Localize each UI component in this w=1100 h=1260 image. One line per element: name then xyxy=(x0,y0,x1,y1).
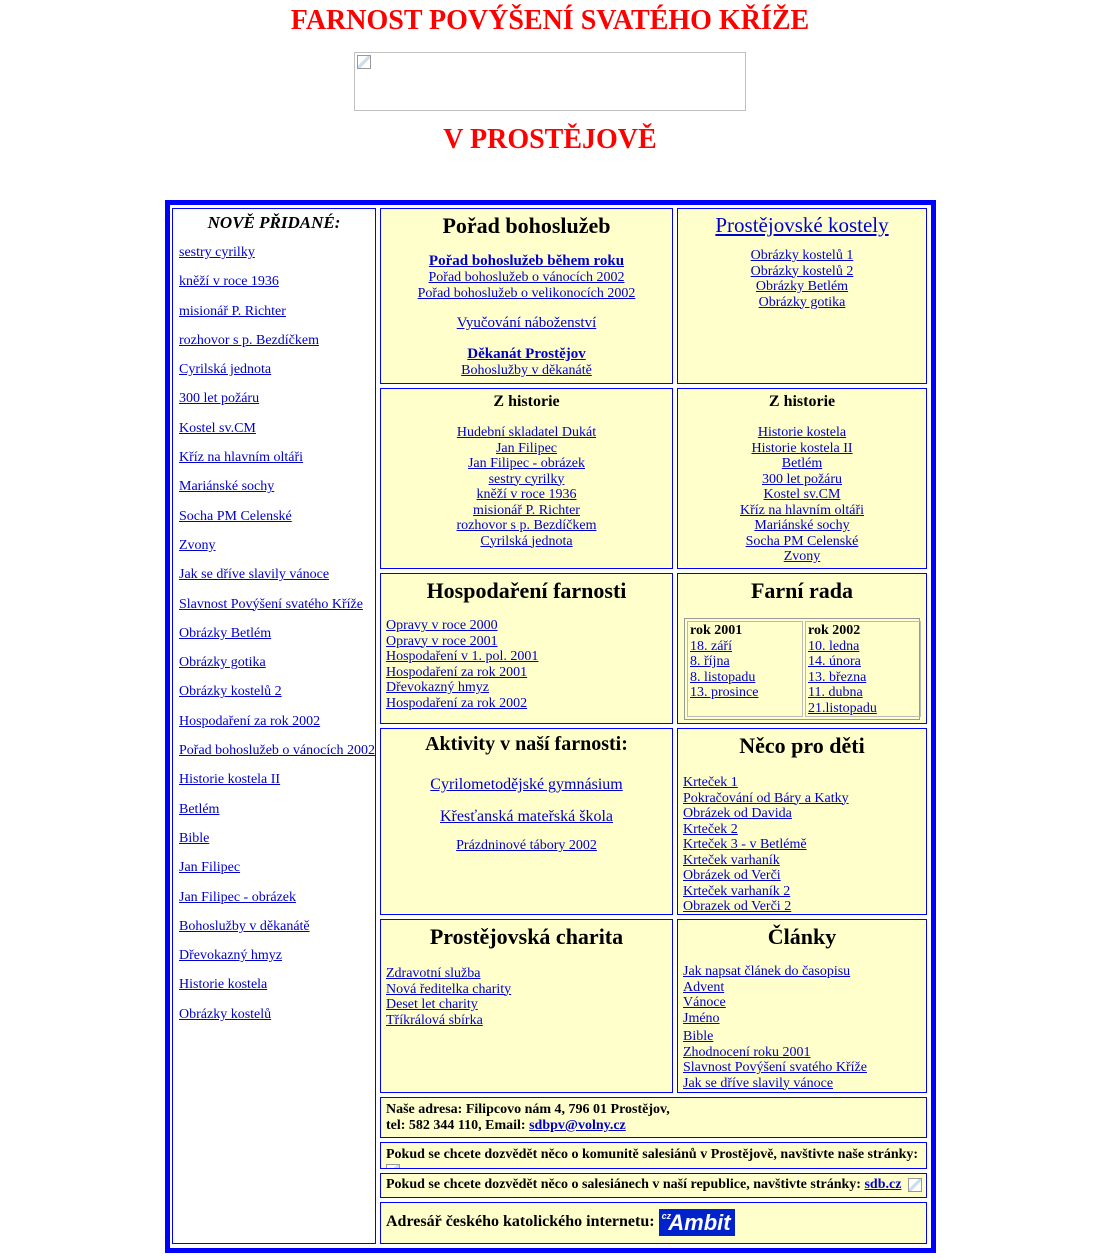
council-2001-link[interactable]: 18. září xyxy=(690,638,732,654)
services-links xyxy=(381,270,672,301)
history-right-link[interactable]: Historie kostela II xyxy=(751,440,853,456)
kids-links xyxy=(683,775,926,915)
religion-link[interactable]: Vyučování náboženství xyxy=(456,315,597,331)
history-right-links xyxy=(678,425,926,565)
history-left-link[interactable]: Cyrilská jednota xyxy=(480,533,573,549)
sidebar-item-link[interactable]: Kostel sv.CM xyxy=(179,420,256,436)
economy-link[interactable]: Opravy v roce 2001 xyxy=(386,633,498,649)
articles-link[interactable]: Advent xyxy=(683,979,725,995)
economy-box xyxy=(380,573,673,724)
kids-heading: Něco pro děti xyxy=(739,733,865,758)
sidebar-item-link[interactable]: sestry cyrilky xyxy=(179,245,255,260)
sidebar-item-link[interactable]: Historie kostela xyxy=(179,977,268,993)
economy-link[interactable]: Opravy v roce 2000 xyxy=(386,618,498,633)
economy-link[interactable]: Hospodaření za rok 2001 xyxy=(386,664,528,680)
history-right-link[interactable]: Betlém xyxy=(781,456,823,471)
articles-link[interactable]: Slavnost Povýšení svatého Kříže xyxy=(683,1060,867,1075)
council-2002-link[interactable]: 21.listopadu xyxy=(808,700,877,716)
sidebar-item-link[interactable]: Dřevokazný hmyz xyxy=(179,948,283,964)
charity-link[interactable]: Nová ředitelka charity xyxy=(386,981,512,997)
economy-link[interactable]: Dřevokazný hmyz xyxy=(386,680,490,695)
articles-link[interactable]: Zhodnocení roku 2001 xyxy=(683,1044,811,1060)
articles-box xyxy=(677,919,927,1093)
charity-link[interactable]: Tříkrálová sbírka xyxy=(386,1012,483,1028)
sidebar-item-link[interactable]: Obrázky gotika xyxy=(179,655,266,671)
page-title: FARNOST POVÝŠENÍ SVATÉHO KŘÍŽE xyxy=(290,5,810,36)
sidebar-item-link[interactable]: Jan Filipec xyxy=(179,860,241,876)
deanery-link[interactable]: Děkanát Prostějov xyxy=(467,346,586,362)
history-left-link[interactable]: kněží v roce 1936 xyxy=(476,487,577,502)
sidebar-item-link[interactable]: Betlém xyxy=(179,801,220,817)
history-right-link[interactable]: Kostel sv.CM xyxy=(763,487,841,502)
sidebar-item-link[interactable]: Socha PM Celenské xyxy=(179,508,292,524)
council-col1-links xyxy=(690,639,800,701)
salesians-local-text: Pokud se chcete dozvědět něco o komunitě salesiánů v Prostějově, navštivte naše stránky: xyxy=(386,1147,919,1162)
history-heading-right: Z historie xyxy=(768,393,836,410)
charity-heading: Prostějovská charita xyxy=(429,924,624,949)
kids-link[interactable]: Obrazek od Verči 2 xyxy=(683,899,792,914)
sidebar-item-link[interactable]: Historie kostela II xyxy=(179,772,281,788)
phone-text: tel: 582 344 110, Email: xyxy=(386,1118,530,1133)
kids-link[interactable]: Krteček varhaník xyxy=(683,852,780,868)
sidebar-item-link[interactable]: Obrázky Betlém xyxy=(179,625,272,641)
council-2002-link[interactable]: 10. ledna xyxy=(808,638,860,654)
council-col-2002 xyxy=(805,621,921,717)
sidebar-item-link[interactable]: Pořad bohoslužeb o vánocích 2002 xyxy=(179,743,375,759)
sidebar-item-link[interactable]: Cyrilská jednota xyxy=(179,362,272,378)
activities-box xyxy=(380,728,673,915)
salesians-cz-text: Pokud se chcete dozvědět něco o salesiánech v naší republice, navštivte stránky: xyxy=(386,1177,865,1192)
services-box xyxy=(380,208,673,384)
address-line: Naše adresa: Filipcovo nám 4, 796 01 Prostějov, xyxy=(386,1102,670,1117)
articles-link[interactable]: Jak napsat článek do časopisu xyxy=(683,964,851,979)
sidebar-item-link[interactable]: Jak se dříve slavily vánoce xyxy=(179,567,330,583)
history-right-link[interactable]: Kříz na hlavním oltáři xyxy=(739,502,865,518)
sidebar-item-link[interactable]: Obrázky kostelů 2 xyxy=(179,684,282,700)
sidebar-item-link[interactable]: kněží v roce 1936 xyxy=(179,274,279,290)
history-right-link[interactable]: Historie kostela xyxy=(757,425,847,440)
council-col-2001 xyxy=(687,621,803,717)
churches-heading-link[interactable]: Prostějovské kostely xyxy=(715,213,889,237)
council-2001-link[interactable]: 8. října xyxy=(690,654,730,669)
kids-link[interactable]: Krteček 3 - v Betlémě xyxy=(683,837,807,852)
economy-heading: Hospodaření farnosti xyxy=(426,578,627,603)
council-2001-link[interactable]: 8. listopadu xyxy=(690,669,756,685)
history-heading-left: Z historie xyxy=(493,393,560,410)
sidebar-item-link[interactable]: Hospodaření za rok 2002 xyxy=(179,713,321,729)
kids-link[interactable]: Krteček 1 xyxy=(683,775,738,790)
broken-image-icon xyxy=(357,55,371,69)
deanery-services-link[interactable]: Bohoslužby v děkanátě xyxy=(461,363,592,378)
history-left-link[interactable]: rozhovor s p. Bezdíčkem xyxy=(456,518,597,533)
sidebar-item-link[interactable]: rozhovor s p. Bezdíčkem xyxy=(179,332,319,348)
kids-link[interactable]: Pokračování od Báry a Katky xyxy=(683,790,849,806)
council-table xyxy=(684,618,920,720)
council-heading: Farní rada xyxy=(750,578,854,603)
salesians-local-image-link[interactable] xyxy=(386,1164,400,1169)
council-box xyxy=(677,573,927,724)
sidebar-heading: NOVĚ PŘIDANÉ: xyxy=(207,213,341,232)
history-left-link[interactable]: Jan Filipec - obrázek xyxy=(467,456,585,471)
economy-link[interactable]: Hospodaření v 1. pol. 2001 xyxy=(386,649,539,664)
directory-text: Adresář českého katolického internetu: xyxy=(386,1213,655,1231)
sidebar-item-link[interactable]: 300 let požáru xyxy=(179,391,260,407)
new-items-sidebar xyxy=(172,208,376,1244)
gymnasium-link[interactable]: Cyrilometodějské gymnásium xyxy=(430,776,623,793)
kids-link[interactable]: Obrázek od Davida xyxy=(683,806,792,821)
services-link[interactable]: Pořad bohoslužeb o vánocích 2002 xyxy=(428,270,625,285)
sidebar-item-link[interactable]: misionář P. Richter xyxy=(179,303,286,319)
history-box-right xyxy=(677,388,927,569)
banner-image xyxy=(354,52,746,111)
activities-heading: Aktivity v naší farnosti: xyxy=(425,733,628,755)
sidebar-item-link[interactable]: Zvony xyxy=(179,537,216,553)
churches-link[interactable]: Obrázky gotika xyxy=(758,294,846,310)
kids-link[interactable]: Krteček varhaník 2 xyxy=(683,883,791,899)
economy-link[interactable]: Hospodaření za rok 2002 xyxy=(386,695,528,711)
sdb-image-link[interactable] xyxy=(908,1178,922,1192)
kindergarten-link[interactable]: Křesťanská mateřská škola xyxy=(440,808,613,825)
salesians-cz-box xyxy=(380,1173,927,1198)
salesians-local-box xyxy=(380,1142,927,1169)
council-col-2001-title: rok 2001 xyxy=(690,623,743,638)
council-col-2002-title: rok 2002 xyxy=(808,623,861,638)
articles-links xyxy=(683,964,926,1026)
economy-links xyxy=(386,618,672,711)
services-link[interactable]: Pořad bohoslužeb o velikonocích 2002 xyxy=(417,285,636,301)
sidebar-item-link[interactable]: Mariánské sochy xyxy=(179,479,275,495)
sidebar-item-link[interactable]: Jan Filipec - obrázek xyxy=(179,889,297,905)
churches-links xyxy=(678,248,926,310)
churches-link[interactable]: Obrázky Betlém xyxy=(755,279,849,294)
ambit-logo-link[interactable]: cz Ambit xyxy=(659,1209,735,1236)
articles-link[interactable]: Jak se dříve slavily vánoce xyxy=(683,1075,834,1091)
charity-link[interactable]: Deset let charity xyxy=(386,997,478,1012)
history-left-link[interactable]: Hudební skladatel Dukát xyxy=(456,425,597,440)
charity-link[interactable]: Zdravotní služba xyxy=(386,966,481,981)
council-col2-links xyxy=(808,639,918,717)
history-left-link[interactable]: Jan Filipec xyxy=(495,440,558,456)
articles-link[interactable]: Vánoce xyxy=(683,995,726,1010)
services-heading: Pořad bohoslužeb xyxy=(442,213,611,238)
address-box xyxy=(380,1097,927,1138)
history-right-link[interactable]: Mariánské sochy xyxy=(754,518,850,533)
services-main-link[interactable]: Pořad bohoslužeb během roku xyxy=(428,253,625,269)
articles-link[interactable]: Jméno xyxy=(683,1010,720,1026)
council-2002-link[interactable]: 11. dubna xyxy=(808,685,863,700)
history-right-link[interactable]: Socha PM Celenské xyxy=(745,533,859,549)
history-left-links xyxy=(381,425,672,549)
charity-links xyxy=(386,966,672,1028)
email-link[interactable]: sdbpv@volny.cz xyxy=(529,1118,626,1133)
sidebar-item-link[interactable]: Bible xyxy=(179,830,210,846)
churches-link[interactable]: Obrázky kostelů 2 xyxy=(750,263,854,279)
history-box-left xyxy=(380,388,673,569)
sidebar-item-link[interactable]: Slavnost Povýšení svatého Kříže xyxy=(179,596,363,612)
directory-box xyxy=(380,1202,927,1244)
council-2001-link[interactable]: 13. prosince xyxy=(690,685,759,700)
history-left-link[interactable]: sestry cyrilky xyxy=(488,471,565,487)
articles-heading: Články xyxy=(767,924,837,949)
articles-link[interactable]: Bible xyxy=(683,1029,714,1044)
page-subtitle: V PROSTĚJOVĚ xyxy=(443,124,657,155)
history-right-link[interactable]: Zvony xyxy=(783,549,821,564)
history-right-link[interactable]: 300 let požáru xyxy=(761,471,843,487)
sidebar-item-link[interactable]: Kříz na hlavním oltáři xyxy=(179,450,304,466)
sidebar-list xyxy=(173,245,375,1036)
articles-links-2 xyxy=(683,1029,926,1091)
history-left-link[interactable]: misionář P. Richter xyxy=(473,502,580,518)
sidebar-item-link[interactable]: Bohoslužby v děkanátě xyxy=(179,918,310,934)
churches-link[interactable]: Obrázky kostelů 1 xyxy=(750,248,854,263)
sdb-link[interactable]: sdb.cz xyxy=(864,1177,902,1192)
council-2002-link[interactable]: 13. března xyxy=(808,669,867,685)
kids-box xyxy=(677,728,927,915)
kids-link[interactable]: Obrázek od Verči xyxy=(683,868,781,883)
kids-link[interactable]: Krteček 2 xyxy=(683,821,738,837)
churches-box xyxy=(677,208,927,384)
charity-box xyxy=(380,919,673,1093)
camps-link[interactable]: Prázdninové tábory 2002 xyxy=(456,838,597,853)
sidebar-item-link[interactable]: Obrázky kostelů xyxy=(179,1006,272,1022)
council-2002-link[interactable]: 14. února xyxy=(808,654,861,669)
